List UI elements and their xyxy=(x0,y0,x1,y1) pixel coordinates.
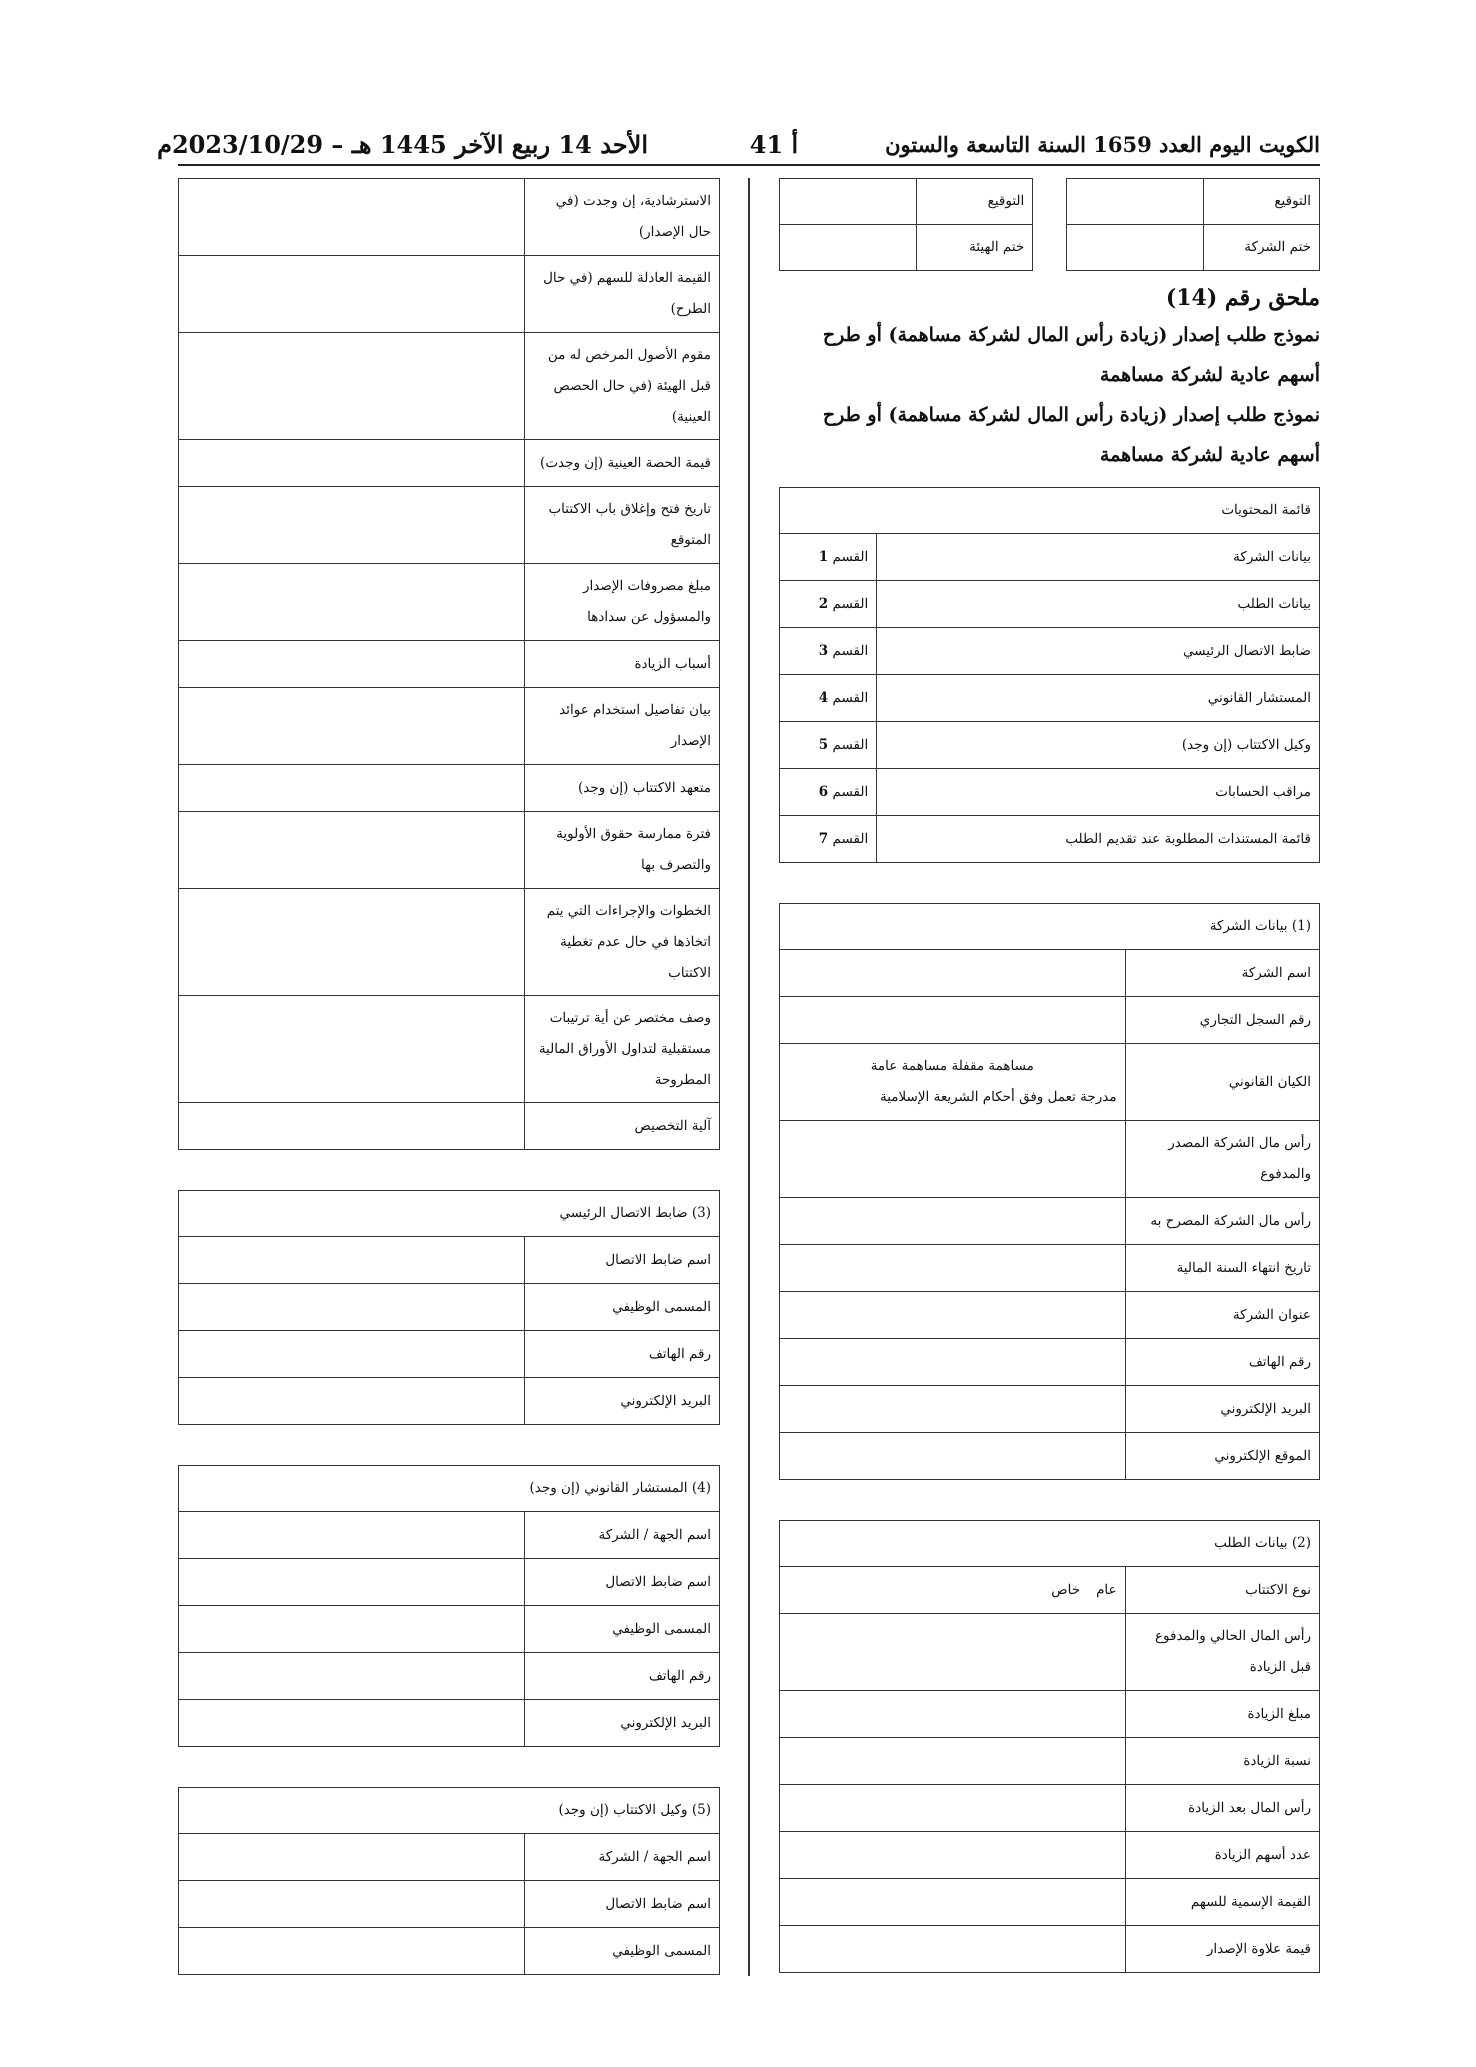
section5-subscription-agent xyxy=(178,1787,720,1975)
field-label: القيمة العادلة للسهم (في حال الطرح) xyxy=(525,256,720,333)
field-value[interactable] xyxy=(179,1284,525,1331)
section3-title: (3) ضابط الاتصال الرئيسي xyxy=(179,1191,720,1237)
section4-legal-advisor xyxy=(178,1465,720,1747)
field-label: الخطوات والإجراءات التي يتم اتخاذها في حال عدم تغطية الاكتتاب xyxy=(525,889,720,996)
right-column xyxy=(779,178,1320,1973)
field-value[interactable] xyxy=(780,1198,1126,1245)
field-value[interactable] xyxy=(179,1331,525,1378)
field-value[interactable] xyxy=(780,1832,1126,1879)
field-value[interactable] xyxy=(780,1121,1126,1198)
company-stamp-label: ختم الشركة xyxy=(1203,225,1320,271)
field-value[interactable] xyxy=(780,950,1126,997)
section3-contact-officer xyxy=(178,1190,720,1425)
toc-row-label: بيانات الشركة xyxy=(877,534,1320,581)
field-label: عدد أسهم الزيادة xyxy=(1125,1832,1319,1879)
field-value[interactable] xyxy=(179,1103,525,1150)
toc-row-section: القسم 4 xyxy=(780,675,877,722)
toc-row-label: مراقب الحسابات xyxy=(877,769,1320,816)
section5-title: (5) وكيل الاكتتاب (إن وجد) xyxy=(179,1788,720,1834)
company-sign-label: التوقيع xyxy=(1203,179,1320,225)
field-label: رأس مال الشركة المصرح به xyxy=(1125,1198,1319,1245)
field-value[interactable] xyxy=(179,889,525,996)
toc-row-section: القسم 1 xyxy=(780,534,877,581)
toc-row-section: القسم 2 xyxy=(780,581,877,628)
field-label: قيمة الحصة العينية (إن وجدت) xyxy=(525,440,720,487)
authority-stamp-label: ختم الهيئة xyxy=(916,225,1033,271)
field-label: أسباب الزيادة xyxy=(525,641,720,688)
field-value[interactable] xyxy=(780,1614,1126,1691)
header-rule xyxy=(178,164,1320,166)
field-value[interactable] xyxy=(179,641,525,688)
section4-title: (4) المستشار القانوني (إن وجد) xyxy=(179,1466,720,1512)
field-value[interactable] xyxy=(179,564,525,641)
field-value[interactable] xyxy=(179,1237,525,1284)
field-value[interactable] xyxy=(780,1691,1126,1738)
company-sign-field[interactable] xyxy=(1066,179,1203,225)
field-value[interactable] xyxy=(179,765,525,812)
option-public[interactable]: عام xyxy=(1096,1581,1117,1598)
annex-title: ملحق رقم (14) xyxy=(1165,285,1320,311)
annex-subtitle-2: نموذج طلب إصدار (زيادة رأس المال لشركة مساهمة) أو طرح أسهم عادية لشركة مساهمة xyxy=(822,404,1320,466)
section2-application-data xyxy=(779,1520,1320,1973)
field-value[interactable] xyxy=(780,1738,1126,1785)
field-value[interactable] xyxy=(179,1700,525,1747)
field-label: آلية التخصيص xyxy=(525,1103,720,1150)
field-label: بيان تفاصيل استخدام عوائد الإصدار xyxy=(525,688,720,765)
field-label: قيمة علاوة الإصدار xyxy=(1125,1926,1319,1973)
toc-row-section: القسم 3 xyxy=(780,628,877,675)
signature-block xyxy=(779,178,1320,271)
legal-entity-options[interactable] xyxy=(780,1044,1126,1121)
field-value[interactable] xyxy=(780,1386,1126,1433)
field-value[interactable] xyxy=(179,1378,525,1425)
field-label: تاريخ فتح وإغلاق باب الاكتتاب المتوقع xyxy=(525,487,720,564)
field-value[interactable] xyxy=(179,1559,525,1606)
field-label: اسم الجهة / الشركة xyxy=(525,1834,720,1881)
field-label: مقوم الأصول المرخص له من قبل الهيئة (في حال الحصص العينية) xyxy=(525,333,720,440)
field-label: مبلغ مصروفات الإصدار والمسؤول عن سدادها xyxy=(525,564,720,641)
field-value[interactable] xyxy=(780,1433,1126,1480)
field-label: المسمى الوظيفي xyxy=(525,1928,720,1975)
authority-sign-label: التوقيع xyxy=(916,179,1033,225)
toc-row-label: المستشار القانوني xyxy=(877,675,1320,722)
toc-table xyxy=(779,487,1320,863)
field-label: الكيان القانوني xyxy=(1125,1044,1319,1121)
field-label: البريد الإلكتروني xyxy=(1125,1386,1319,1433)
toc-row-section: القسم 6 xyxy=(780,769,877,816)
company-signature-table xyxy=(1066,178,1320,271)
field-label: فترة ممارسة حقوق الأولوية والتصرف بها xyxy=(525,812,720,889)
toc-row-label: وكيل الاكتتاب (إن وجد) xyxy=(877,722,1320,769)
field-label: اسم ضابط الاتصال xyxy=(525,1237,720,1284)
toc-row-section: القسم 7 xyxy=(780,816,877,863)
field-label: رقم الهاتف xyxy=(1125,1339,1319,1386)
section1-title: (1) بيانات الشركة xyxy=(780,904,1320,950)
column-divider xyxy=(748,178,750,1976)
annex-subtitle-1: نموذج طلب إصدار (زيادة رأس المال لشركة مساهمة) أو طرح أسهم عادية لشركة مساهمة xyxy=(822,324,1320,386)
field-label: متعهد الاكتتاب (إن وجد) xyxy=(525,765,720,812)
field-label: رقم السجل التجاري xyxy=(1125,997,1319,1044)
option-private[interactable]: خاص xyxy=(1051,1581,1081,1598)
toc-row-label: قائمة المستندات المطلوبة عند تقديم الطلب xyxy=(877,816,1320,863)
field-label: اسم ضابط الاتصال xyxy=(525,1881,720,1928)
company-stamp-field[interactable] xyxy=(1066,225,1203,271)
authority-sign-field[interactable] xyxy=(780,179,917,225)
field-value[interactable] xyxy=(780,1339,1126,1386)
field-value[interactable] xyxy=(780,1245,1126,1292)
field-label: مبلغ الزيادة xyxy=(1125,1691,1319,1738)
field-label: رأس المال بعد الزيادة xyxy=(1125,1785,1319,1832)
section2-title: (2) بيانات الطلب xyxy=(780,1521,1320,1567)
field-label: رأس مال الشركة المصدر والمدفوع xyxy=(1125,1121,1319,1198)
field-value[interactable] xyxy=(179,1881,525,1928)
field-value[interactable] xyxy=(179,256,525,333)
field-value[interactable] xyxy=(179,179,525,256)
subscription-type-options[interactable] xyxy=(780,1567,1126,1614)
field-value[interactable] xyxy=(179,1512,525,1559)
field-label: المسمى الوظيفي xyxy=(525,1606,720,1653)
field-value[interactable] xyxy=(780,1292,1126,1339)
field-value[interactable] xyxy=(780,1926,1126,1973)
field-value[interactable] xyxy=(179,440,525,487)
gazette-date: الأحد 14 ربيع الآخر 1445 هـ – 2023/10/29م xyxy=(157,129,648,159)
field-value[interactable] xyxy=(179,812,525,889)
field-label: رقم الهاتف xyxy=(525,1331,720,1378)
gazette-header xyxy=(157,124,1320,164)
field-value[interactable] xyxy=(179,487,525,564)
field-value[interactable] xyxy=(179,1653,525,1700)
subscription-type-opts xyxy=(788,1575,1117,1606)
toc-row-label: بيانات الطلب xyxy=(877,581,1320,628)
legal-entity-options-line2: مدرجة تعمل وفق أحكام الشريعة الإسلامية xyxy=(879,1089,1117,1105)
field-label: نوع الاكتتاب xyxy=(1125,1567,1319,1614)
field-value[interactable] xyxy=(179,996,525,1103)
field-label: اسم ضابط الاتصال xyxy=(525,1559,720,1606)
field-value[interactable] xyxy=(179,1928,525,1975)
field-value[interactable] xyxy=(780,997,1126,1044)
authority-stamp-field[interactable] xyxy=(780,225,917,271)
field-label: الموقع الإلكتروني xyxy=(1125,1433,1319,1480)
field-value[interactable] xyxy=(179,333,525,440)
field-label: وصف مختصر عن أية ترتيبات مستقبلية لتداول الأوراق المالية المطروحة xyxy=(525,996,720,1103)
field-value[interactable] xyxy=(179,1606,525,1653)
section1-company-data xyxy=(779,903,1320,1480)
field-label: اسم الجهة / الشركة xyxy=(525,1512,720,1559)
field-label: نسبة الزيادة xyxy=(1125,1738,1319,1785)
gazette-issue-info: الكويت اليوم العدد 1659 السنة التاسعة والستون xyxy=(885,131,1320,157)
field-label: المسمى الوظيفي xyxy=(525,1284,720,1331)
field-label: عنوان الشركة xyxy=(1125,1292,1319,1339)
page-number: أ 41 xyxy=(749,129,799,159)
field-label: القيمة الإسمية للسهم xyxy=(1125,1879,1319,1926)
field-value[interactable] xyxy=(179,1834,525,1881)
legal-entity-options-line1: مساهمة مقفلة مساهمة عامة xyxy=(870,1058,1034,1074)
field-value[interactable] xyxy=(179,688,525,765)
field-value[interactable] xyxy=(780,1785,1126,1832)
field-value[interactable] xyxy=(780,1879,1126,1926)
field-label: رقم الهاتف xyxy=(525,1653,720,1700)
toc-row-section: القسم 5 xyxy=(780,722,877,769)
toc-title: قائمة المحتويات xyxy=(780,488,1320,534)
section2-continued xyxy=(178,178,720,1150)
field-label: البريد الإلكتروني xyxy=(525,1378,720,1425)
field-label: اسم الشركة xyxy=(1125,950,1319,997)
field-label: البريد الإلكتروني xyxy=(525,1700,720,1747)
field-label: تاريخ انتهاء السنة المالية xyxy=(1125,1245,1319,1292)
authority-signature-table xyxy=(779,178,1033,271)
left-column xyxy=(178,178,720,1975)
field-label: رأس المال الحالي والمدفوع قبل الزيادة xyxy=(1125,1614,1319,1691)
field-label: الاسترشادية، إن وجدت (في حال الإصدار) xyxy=(525,179,720,256)
toc-row-label: ضابط الاتصال الرئيسي xyxy=(877,628,1320,675)
